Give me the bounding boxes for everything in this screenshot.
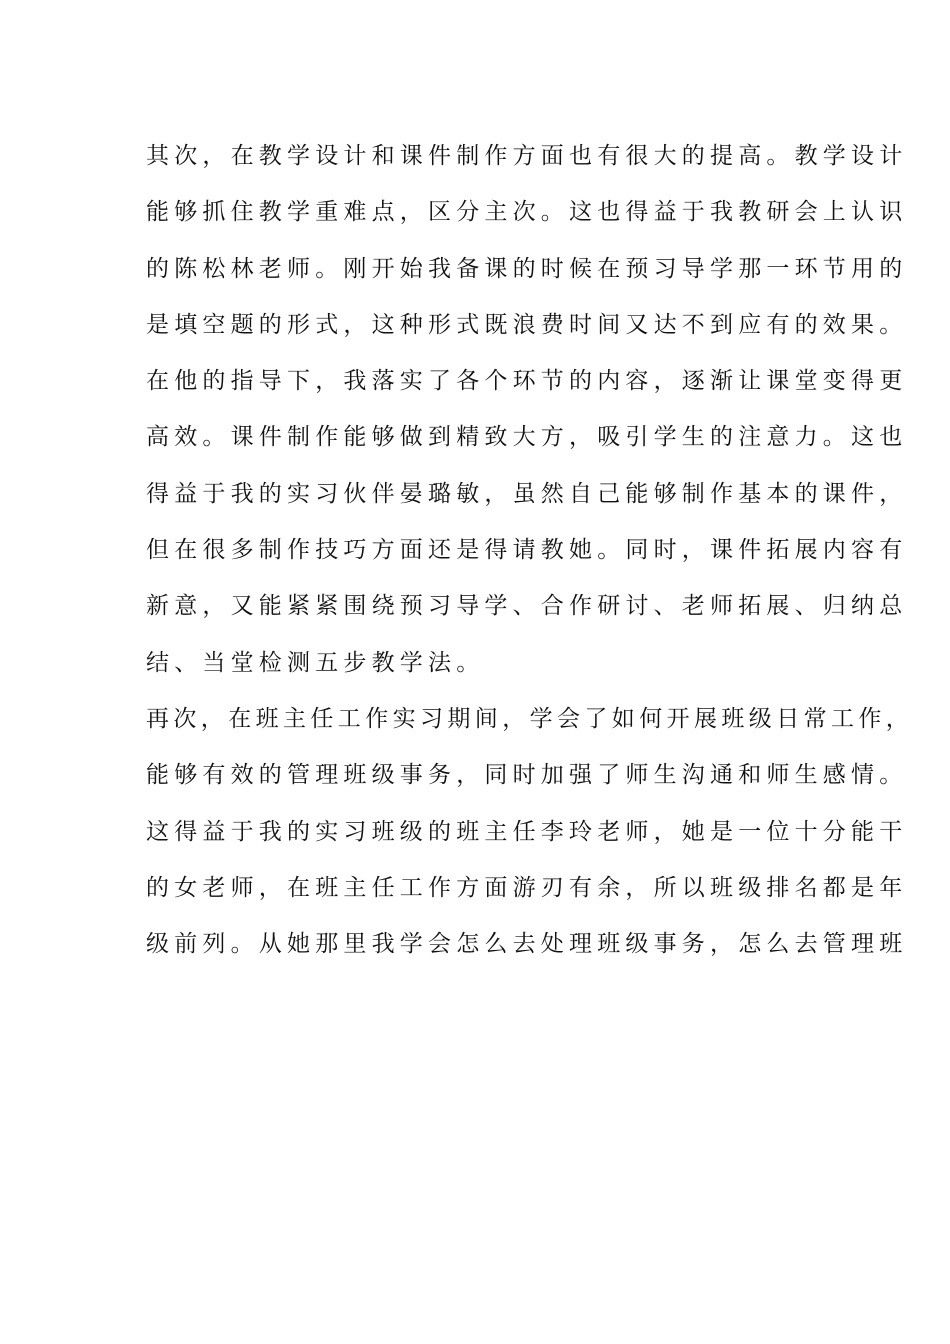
body-text: [146, 128, 914, 972]
text-line: 是填空题的形式，这种形式既浪费时间又达不到应有的效果。: [146, 311, 908, 338]
text-line: 但在很多制作技巧方面还是得请教她。同时，课件拓展内容有: [146, 537, 908, 564]
text-line: 新意，又能紧紧围绕预习导学、合作研讨、老师拓展、归纳总: [146, 593, 908, 620]
text-line: 的陈松林老师。刚开始我备课的时候在预习导学那一环节用的: [146, 255, 908, 282]
text-line: 能够有效的管理班级事务，同时加强了师生沟通和师生感情。: [146, 762, 908, 789]
text-line: 再次，在班主任工作实习期间，学会了如何开展班级日常工作，: [146, 705, 914, 732]
text-line: 高效。课件制作能够做到精致大方，吸引学生的注意力。这也: [146, 424, 908, 451]
text-line: 级前列。从她那里我学会怎么去处理班级事务，怎么去管理班: [146, 931, 908, 958]
text-line: 能够抓住教学重难点，区分主次。这也得益于我教研会上认识: [146, 199, 908, 226]
text-line: 结、当堂检测五步教学法。: [146, 649, 485, 676]
text-line: 得益于我的实习伙伴晏璐敏，虽然自己能够制作基本的课件，: [146, 480, 908, 507]
text-line: 这得益于我的实习班级的班主任李玲老师，她是一位十分能干: [146, 818, 908, 845]
text-line: 的女老师，在班主任工作方面游刃有余，所以班级排名都是年: [146, 874, 908, 901]
text-line: 在他的指导下，我落实了各个环节的内容，逐渐让课堂变得更: [146, 368, 908, 395]
text-line: 其次，在教学设计和课件制作方面也有很大的提高。教学设计: [146, 143, 908, 169]
